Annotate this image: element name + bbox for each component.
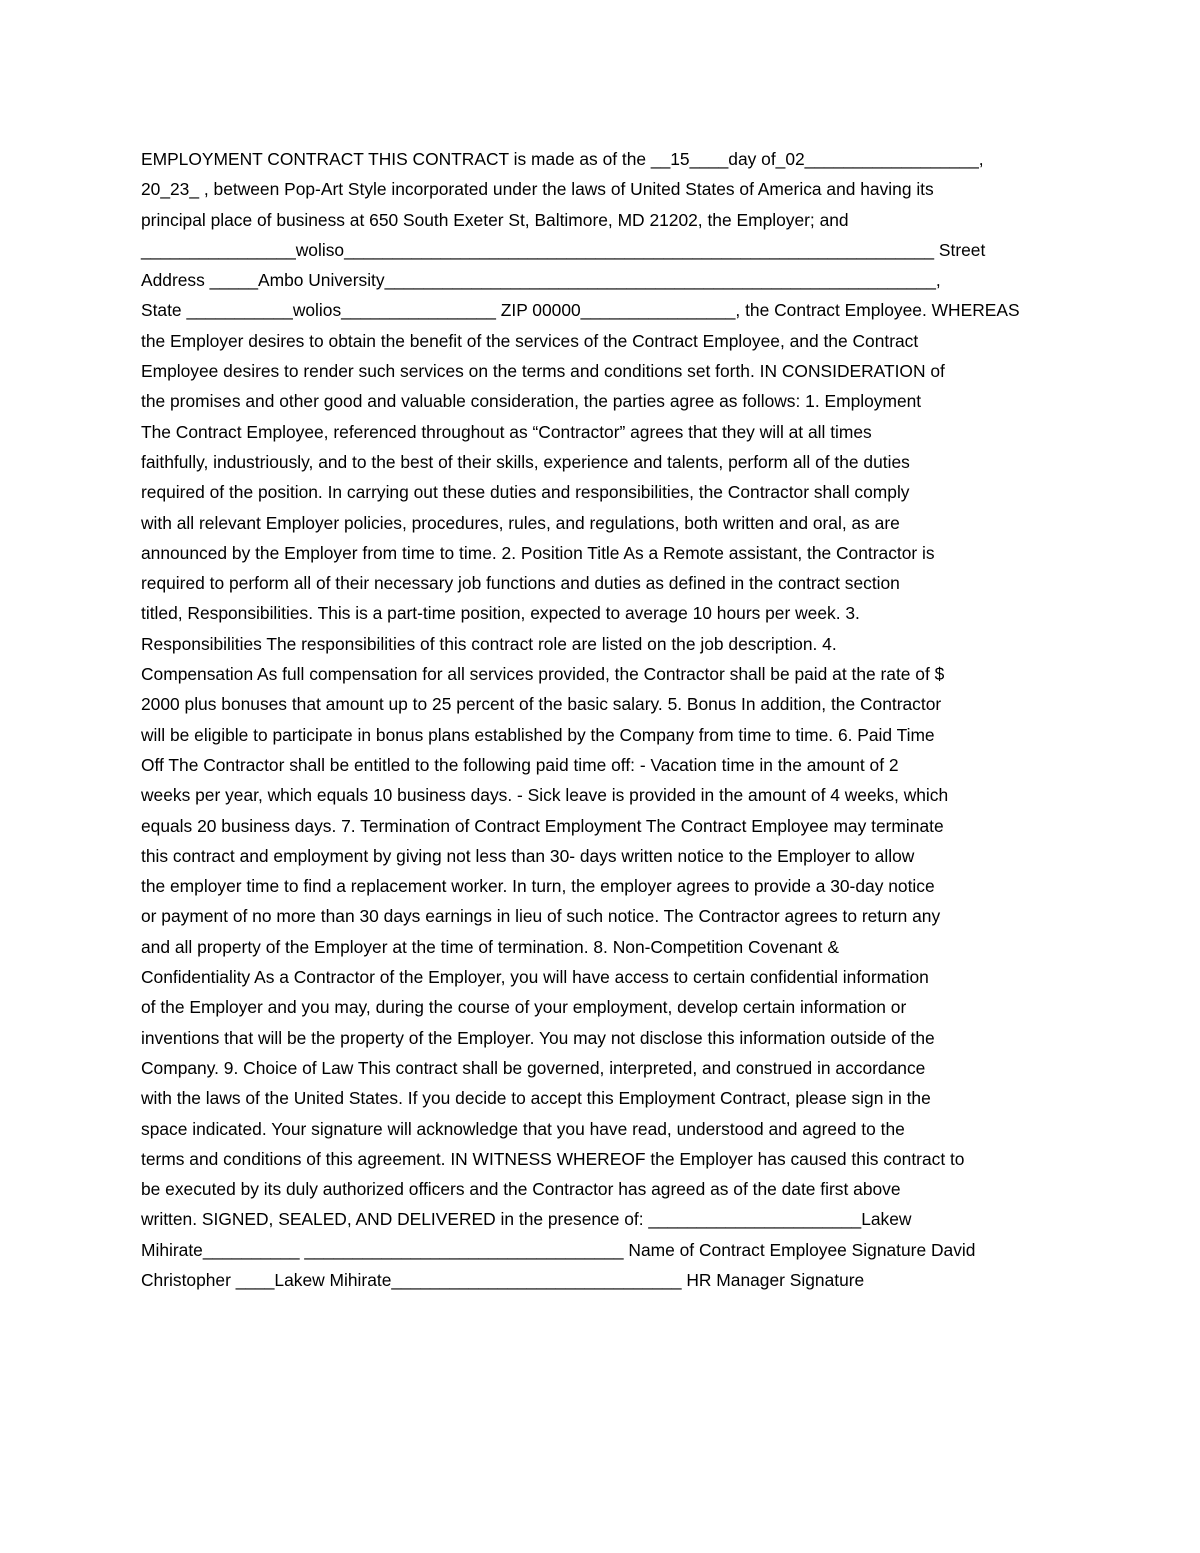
contract-text-line: Off The Contractor shall be entitled to the following paid time off: - Vacation time in the amount of 2 — [141, 754, 899, 775]
contract-text-line: weeks per year, which equals 10 business days. - Sick leave is provided in the amount of 4 weeks, which — [141, 785, 949, 806]
contract-text-line: Christopher ____Lakew Mihirate______________________________ HR Manager Signature — [141, 1269, 865, 1290]
contract-text-line: Compensation As full compensation for all services provided, the Contractor shall be paid at the rate of $ — [141, 664, 945, 685]
contract-text-line: terms and conditions of this agreement. IN WITNESS WHEREOF the Employer has caused this contract to — [141, 1148, 965, 1169]
contract-text-line: Mihirate__________ _________________________________ Name of Contract Employee Signature David — [141, 1239, 976, 1260]
contract-text-line: 20_23_ , between Pop-Art Style incorporated under the laws of United States of America and having its — [141, 179, 934, 200]
contract-text-line: 2000 plus bonuses that amount up to 25 percent of the basic salary. 5. Bonus In addition, the Contractor — [141, 694, 942, 715]
contract-text-line: inventions that will be the property of the Employer. You may not disclose this information outside of the — [141, 1027, 935, 1048]
contract-text-line: Address _____Ambo University_________________________________________________________, — [141, 270, 941, 291]
contract-text-line: written. SIGNED, SEALED, AND DELIVERED in the presence of: ______________________Lakew — [141, 1209, 912, 1230]
contract-text-line: or payment of no more than 30 days earnings in lieu of such notice. The Contractor agrees to return any — [141, 906, 941, 927]
contract-text-line: this contract and employment by giving not less than 30- days written notice to the Employer to allow — [141, 845, 915, 866]
contract-text-line: equals 20 business days. 7. Termination of Contract Employment The Contract Employee may terminate — [141, 815, 944, 836]
contract-text-line: ________________woliso_____________________________________________________________ Street — [141, 239, 986, 260]
contract-body — [141, 144, 1071, 1295]
contract-text-line: EMPLOYMENT CONTRACT THIS CONTRACT is made as of the __15____day of_02__________________, — [141, 149, 984, 169]
contract-text-line: required of the position. In carrying out these duties and responsibilities, the Contractor shall comply — [141, 482, 910, 503]
contract-text-line: be executed by its duly authorized officers and the Contractor has agreed as of the date first above — [141, 1179, 901, 1200]
contract-text-line: space indicated. Your signature will acknowledge that you have read, understood and agreed to the — [141, 1118, 905, 1139]
contract-text-line: the employer time to find a replacement worker. In turn, the employer agrees to provide a 30-day notice — [141, 876, 935, 897]
contract-text-line: the promises and other good and valuable consideration, the parties agree as follows: 1. Employment — [141, 391, 922, 412]
contract-text-line: the Employer desires to obtain the benefit of the services of the Contract Employee, and the Contract — [141, 330, 919, 351]
contract-text-line: will be eligible to participate in bonus plans established by the Company from time to time. 6. Paid Time — [141, 724, 935, 745]
contract-text-line: and all property of the Employer at the time of termination. 8. Non-Competition Covenant & — [141, 936, 839, 957]
contract-text-line: Employee desires to render such services on the terms and conditions set forth. IN CONSIDERATION of — [141, 361, 945, 382]
contract-text-line: announced by the Employer from time to time. 2. Position Title As a Remote assistant, the Contractor is — [141, 542, 935, 563]
contract-text-line: titled, Responsibilities. This is a part-time position, expected to average 10 hours per week. 3. — [141, 603, 860, 624]
contract-text-line: of the Employer and you may, during the course of your employment, develop certain information or — [141, 997, 907, 1018]
contract-text-line: Company. 9. Choice of Law This contract shall be governed, interpreted, and construed in accordance — [141, 1057, 926, 1078]
contract-text-line: required to perform all of their necessary job functions and duties as defined in the contract section — [141, 573, 900, 594]
contract-text-line: with the laws of the United States. If you decide to accept this Employment Contract, please sign in the — [141, 1088, 931, 1109]
contract-text-line: Confidentiality As a Contractor of the Employer, you will have access to certain confidential information — [141, 967, 929, 988]
contract-text-line: faithfully, industriously, and to the best of their skills, experience and talents, perform all of the duties — [141, 451, 910, 472]
contract-text-line: The Contract Employee, referenced throughout as “Contractor” agrees that they will at all times — [141, 421, 872, 442]
contract-text-line: State ___________wolios________________ ZIP 00000________________, the Contract Employee. WHEREAS — [141, 300, 1020, 321]
contract-text-line: Responsibilities The responsibilities of this contract role are listed on the job description. 4. — [141, 633, 837, 654]
contract-text-line: with all relevant Employer policies, procedures, rules, and regulations, both written and oral, as are — [141, 512, 900, 533]
contract-text-line: principal place of business at 650 South Exeter St, Baltimore, MD 21202, the Employer; and — [141, 209, 849, 230]
